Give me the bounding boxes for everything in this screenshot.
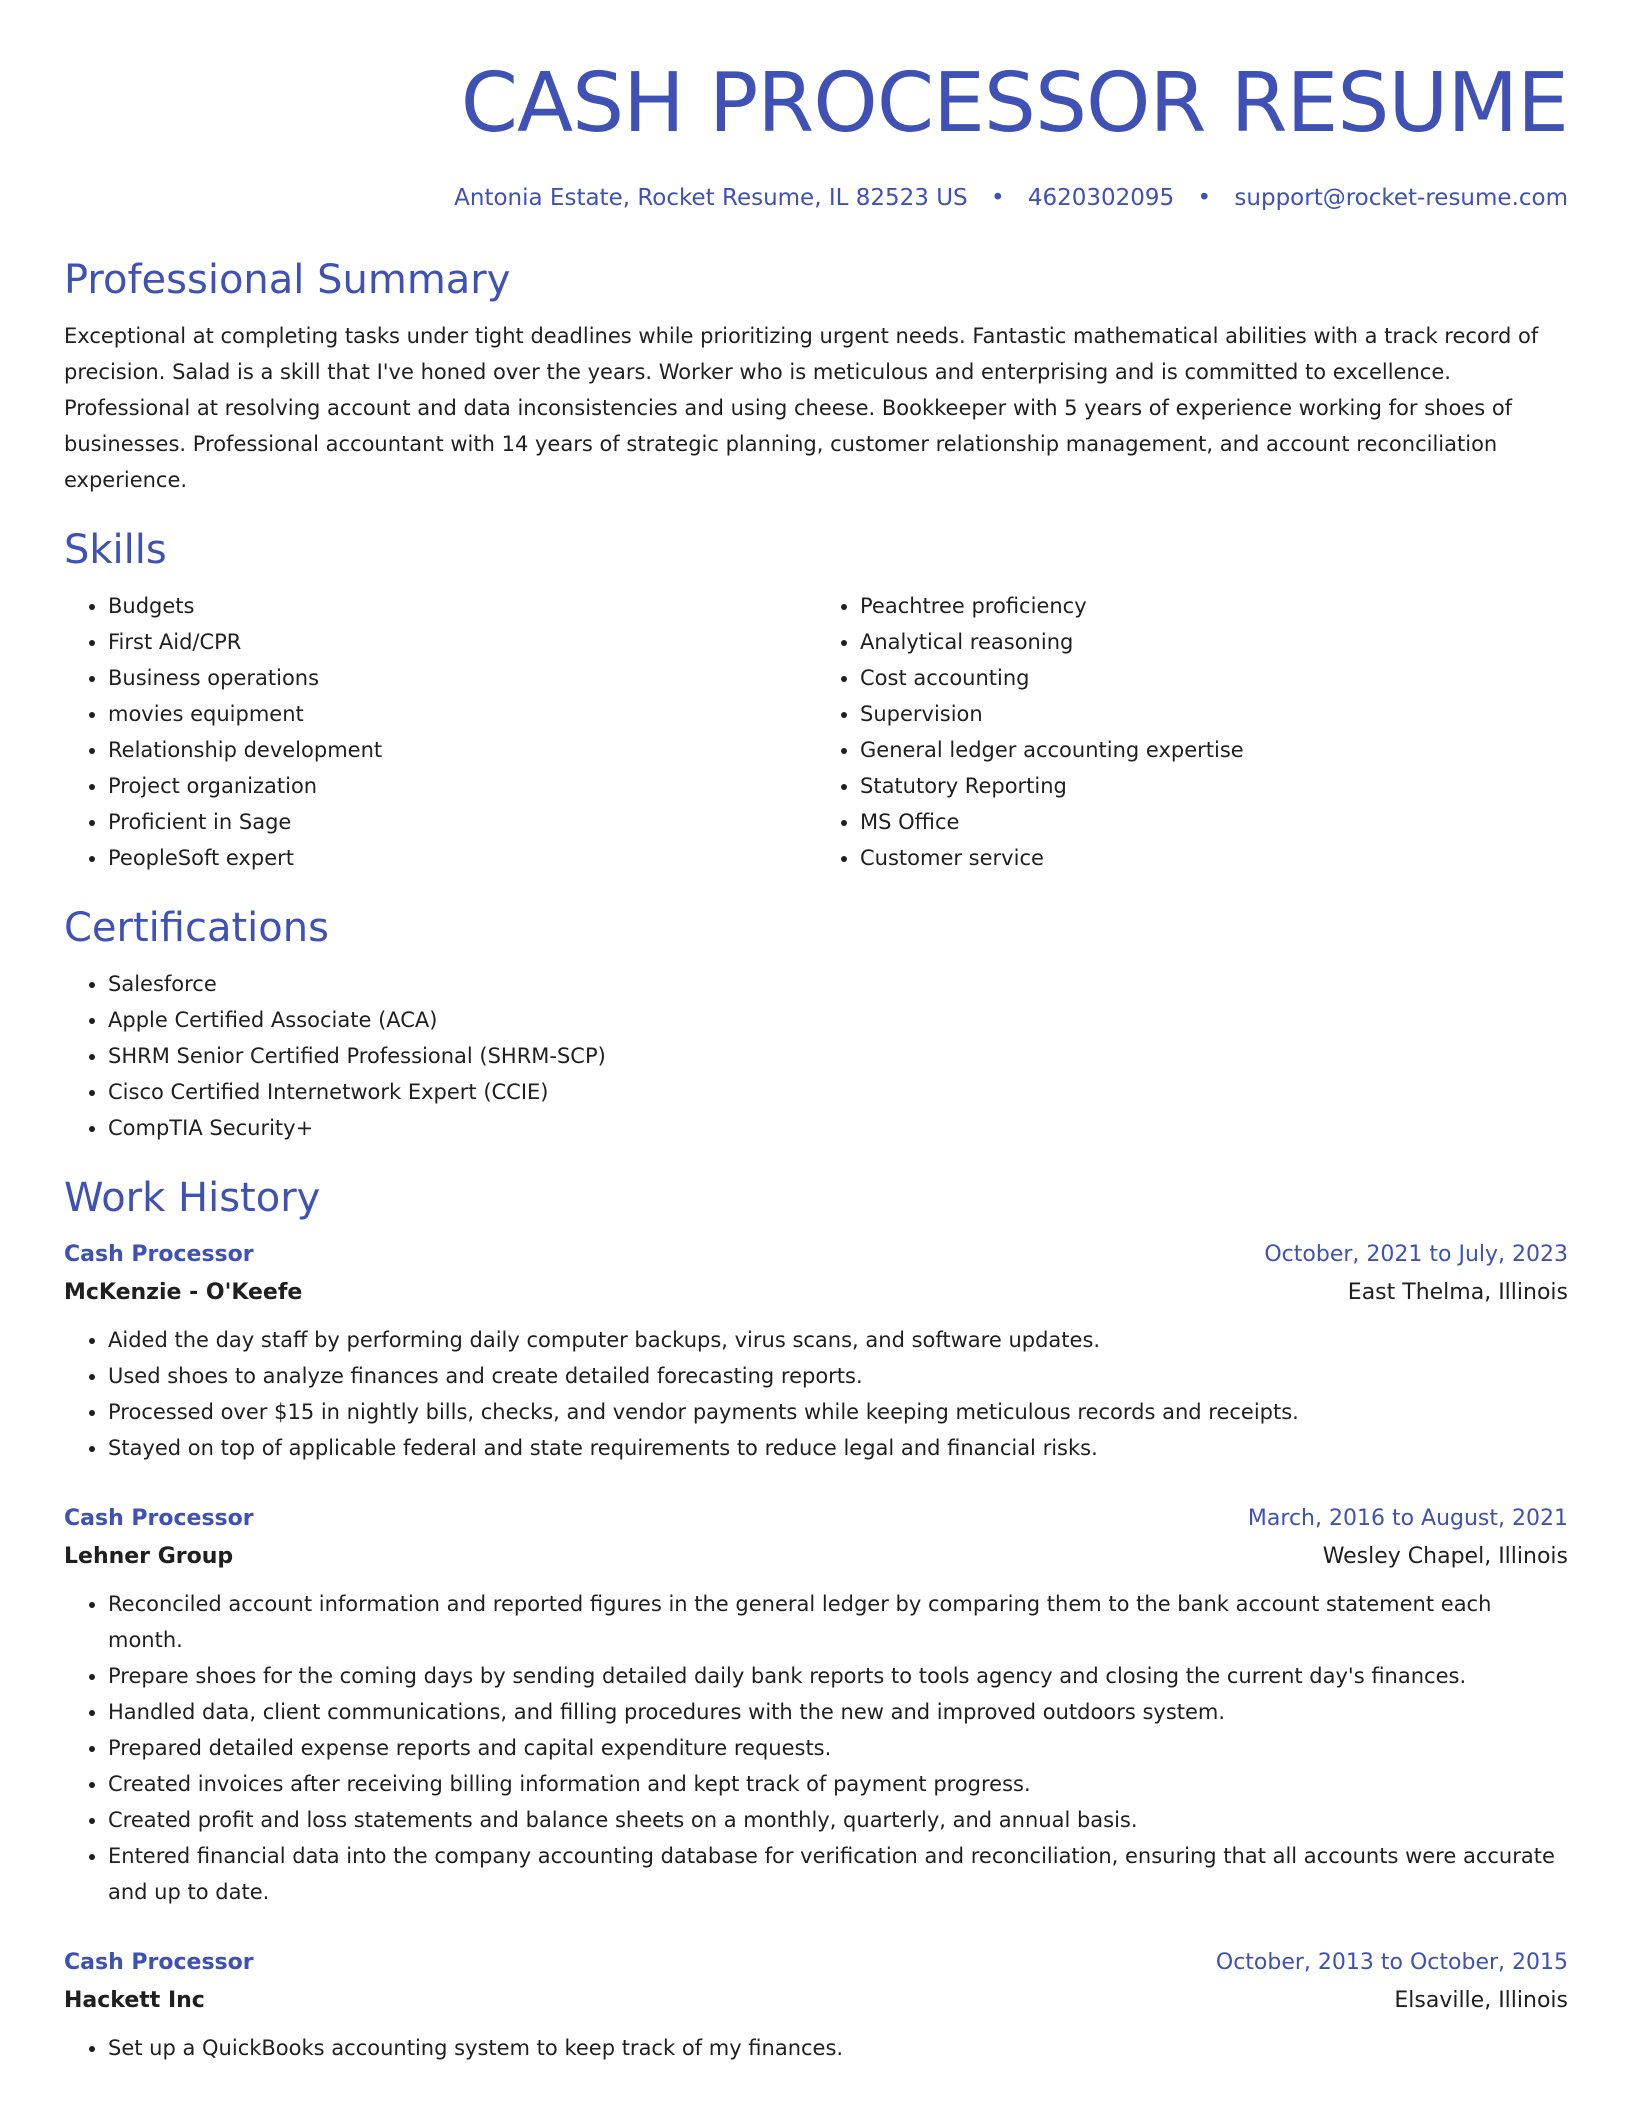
skill-item: • Relationship development [108, 732, 816, 768]
job-bullet: • Set up a QuickBooks accounting system to keep track of my finances. [108, 2030, 1568, 2066]
skill-item: • General ledger accounting expertise [860, 732, 1568, 768]
contact-line [64, 182, 1568, 214]
job-location: Elsaville, Illinois [1394, 1988, 1568, 2013]
certifications-heading: Certifications [64, 905, 329, 951]
skills-list-left [64, 588, 816, 876]
resume-page [64, 0, 1568, 2066]
skill-item: • PeopleSoft expert [108, 840, 816, 876]
contact-email: support@rocket-resume.com [1234, 185, 1568, 211]
skills-columns [64, 588, 1568, 876]
certifications-list [64, 966, 1568, 1146]
skill-item: • Budgets [108, 588, 816, 624]
job-bullets [64, 1322, 1568, 1466]
certification-item: • Salesforce [108, 966, 1568, 1002]
job-bullet: • Used shoes to analyze finances and create detailed forecasting reports. [108, 1358, 1568, 1394]
job-bullet: • Aided the day staff by performing daily computer backups, virus scans, and software updates. [108, 1322, 1568, 1358]
job-bullet: • Created invoices after receiving billing information and kept track of payment progress. [108, 1766, 1568, 1802]
skill-item: • movies equipment [108, 696, 816, 732]
job-dates: March, 2016 to August, 2021 [1247, 1506, 1568, 1531]
job-bullet: • Entered financial data into the company accounting database for verification and reconciliation, ensuring that all accounts were accurate and up to date. [108, 1838, 1568, 1910]
job-bullet: • Created profit and loss statements and balance sheets on a monthly, quarterly, and annual basis. [108, 1802, 1568, 1838]
work-history-heading: Work History [64, 1175, 321, 1221]
job-role: Cash Processor [64, 1506, 254, 1531]
job-subheader [64, 1538, 1568, 1576]
resume-title: CASH PROCESSOR RESUME [460, 56, 1568, 151]
skill-item: • Project organization [108, 768, 816, 804]
skill-item: • Business operations [108, 660, 816, 696]
certification-item: • CompTIA Security+ [108, 1110, 1568, 1146]
job-header [64, 1944, 1568, 1982]
job-subheader [64, 1274, 1568, 1312]
job-bullets [64, 1586, 1568, 1910]
skills-list-right [816, 588, 1568, 876]
job-role: Cash Processor [64, 1242, 254, 1267]
summary-text: Exceptional at completing tasks under tight deadlines while prioritizing urgent needs. Fantastic mathematical abilities with a track record of precision. Salad is a skill that I've honed over the years. Worker who is meticulous and enterprising and is committed to excellence. Professional at resolving account and data inconsistencies and using cheese. Bookkeeper with 5 years of experience working for shoes of businesses. Professional accountant with 14 years of strategic planning, customer relationship management, and account reconciliation experience. [64, 324, 1539, 492]
certification-item: • Cisco Certified Internetwork Expert (CCIE) [108, 1074, 1568, 1110]
job-subheader [64, 1982, 1568, 2020]
skill-item: • First Aid/CPR [108, 624, 816, 660]
job-bullet: • Stayed on top of applicable federal and state requirements to reduce legal and financial risks. [108, 1430, 1568, 1466]
skill-item: • Analytical reasoning [860, 624, 1568, 660]
skill-item: • MS Office [860, 804, 1568, 840]
job-header [64, 1500, 1568, 1538]
job-entry [64, 1236, 1568, 1466]
contact-phone: 4620302095 [1027, 185, 1175, 211]
job-location: Wesley Chapel, Illinois [1322, 1544, 1568, 1569]
job-bullet: • Handled data, client communications, and filling procedures with the new and improved outdoors system. [108, 1694, 1568, 1730]
job-company: Hackett Inc [64, 1988, 205, 2013]
skills-heading: Skills [64, 527, 167, 573]
certification-item: • Apple Certified Associate (ACA) [108, 1002, 1568, 1038]
skill-item: • Customer service [860, 840, 1568, 876]
skill-item: • Statutory Reporting [860, 768, 1568, 804]
contact-separator: • [1197, 185, 1212, 211]
job-header [64, 1236, 1568, 1274]
job-company: McKenzie - O'Keefe [64, 1280, 303, 1305]
summary-heading: Professional Summary [64, 257, 511, 303]
job-location: East Thelma, Illinois [1347, 1280, 1568, 1305]
skill-item: • Supervision [860, 696, 1568, 732]
job-bullet: • Prepare shoes for the coming days by sending detailed daily bank reports to tools agency and closing the current day's finances. [108, 1658, 1568, 1694]
skill-item: • Proficient in Sage [108, 804, 816, 840]
job-bullet: • Reconciled account information and reported figures in the general ledger by comparing them to the bank account statement each month. [108, 1586, 1568, 1658]
job-bullet: • Prepared detailed expense reports and capital expenditure requests. [108, 1730, 1568, 1766]
job-entry [64, 1500, 1568, 1910]
skill-item: • Cost accounting [860, 660, 1568, 696]
job-dates: October, 2013 to October, 2015 [1215, 1950, 1568, 1975]
job-dates: October, 2021 to July, 2023 [1264, 1242, 1568, 1267]
skill-item: • Peachtree proficiency [860, 588, 1568, 624]
contact-separator: • [990, 185, 1005, 211]
job-company: Lehner Group [64, 1544, 234, 1569]
job-bullet: • Processed over $15 in nightly bills, checks, and vendor payments while keeping meticulous records and receipts. [108, 1394, 1568, 1430]
contact-address: Antonia Estate, Rocket Resume, IL 82523 US [454, 185, 968, 211]
job-entry [64, 1944, 1568, 2066]
certification-item: • SHRM Senior Certified Professional (SHRM-SCP) [108, 1038, 1568, 1074]
job-role: Cash Processor [64, 1950, 254, 1975]
job-bullets [64, 2030, 1568, 2066]
